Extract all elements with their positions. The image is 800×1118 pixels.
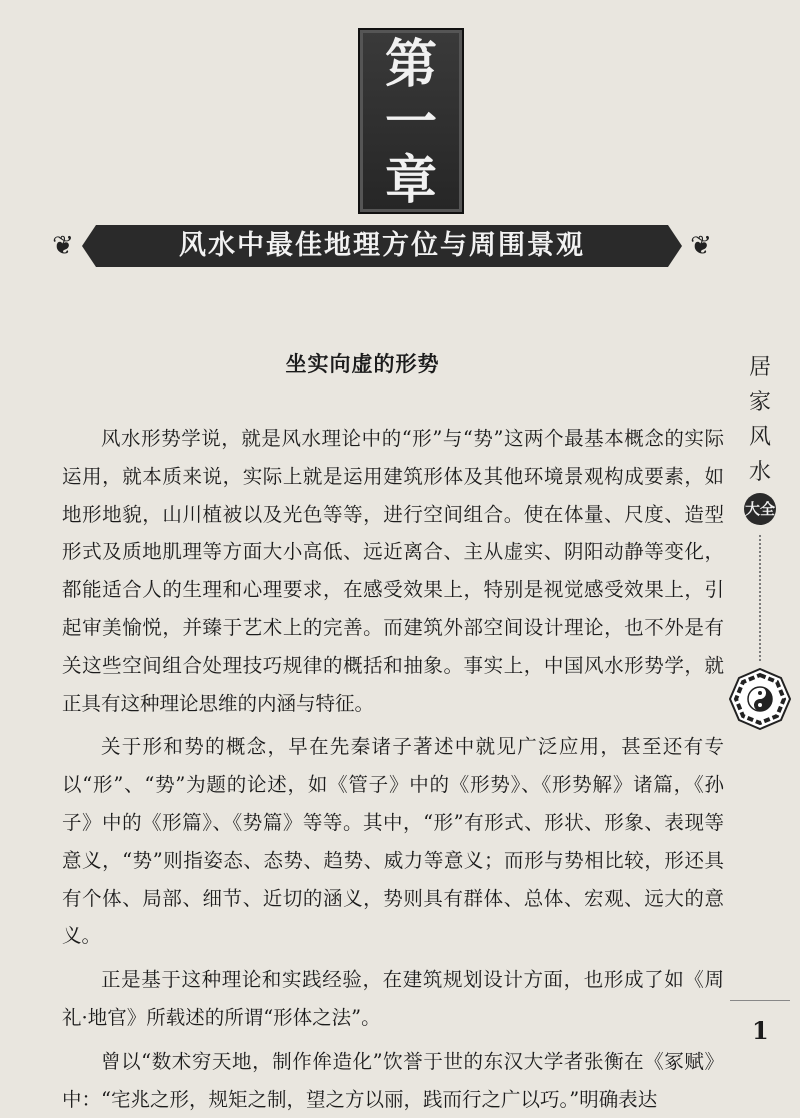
fleur-ornament-icon: ❦: [52, 231, 74, 261]
book-title-char: 风: [748, 425, 771, 450]
sidebar-divider: [759, 535, 761, 661]
body-text: [62, 420, 724, 1118]
book-title-char: 居: [748, 355, 771, 380]
section-heading: 坐实向虚的形势: [285, 351, 440, 376]
book-title-char: 水: [748, 460, 771, 485]
bagua-taiji-icon: [729, 668, 791, 730]
paragraph: 正是基于这种理论和实践经验，在建筑规划设计方面，也形成了如《周礼·地官》所载述的所谓“形体之法”。: [62, 968, 724, 1029]
book-title-char: 家: [748, 390, 771, 415]
chapter-label-char: 章: [384, 150, 437, 211]
paragraph: 关于形和势的概念，早在先秦诸子著述中就见广泛应用，甚至还有专以“形”、“势”为题的论述，如《管子》中的《形势》、《形势解》诸篇，《孙子》中的《形篇》、《势篇》等等。其中，“形”有形式、形状、形象、表现等意义，“势”则指姿态、态势、趋势、威力等意义；而形与势相比较，形还具有个体、局部、细节、近切的涵义，势则具有群体、总体、宏观、远大的意义。: [62, 735, 724, 948]
sidebar-badge: 大全: [744, 493, 776, 525]
chapter-label-char: 一: [384, 92, 437, 153]
chapter-label-char: 第: [384, 34, 437, 95]
fleur-ornament-icon: ❦: [690, 231, 712, 261]
paragraph: 风水形势学说，就是风水理论中的“形”与“势”这两个最基本概念的实际运用，就本质来说，实际上就是运用建筑形体及其他环境景观构成要素，如地形地貌，山川植被以及光色等等，进行空间组合。使在体量、尺度、造型形式及质地肌理等方面大小高低、远近离合、主从虚实、阴阳动静等变化，都能适合人的生理和心理要求，在感受效果上，特别是视觉感受效果上，引起审美愉悦，并臻于艺术上的完善。而建筑外部空间设计理论，也不外是有关这些空间组合处理技巧规律的概括和抽象。事实上，中国风水形势学，就正具有这种理论思维的内涵与特征。: [62, 427, 724, 715]
chapter-title: 风水中最佳地理方位与周围景观: [179, 230, 585, 261]
chapter-label-box: [358, 28, 464, 214]
page-number: 1: [752, 1016, 769, 1045]
paragraph: 曾以“数术穷天地，制作侔造化”饮誉于世的东汉大学者张衡在《冢赋》中：“宅兆之形，规矩之制，望之方以丽，践而行之广以巧。”明确表达: [62, 1049, 724, 1111]
chapter-title-banner: [42, 225, 722, 267]
footer-rule: [730, 1000, 790, 1002]
sidebar-book-title: [740, 350, 780, 490]
